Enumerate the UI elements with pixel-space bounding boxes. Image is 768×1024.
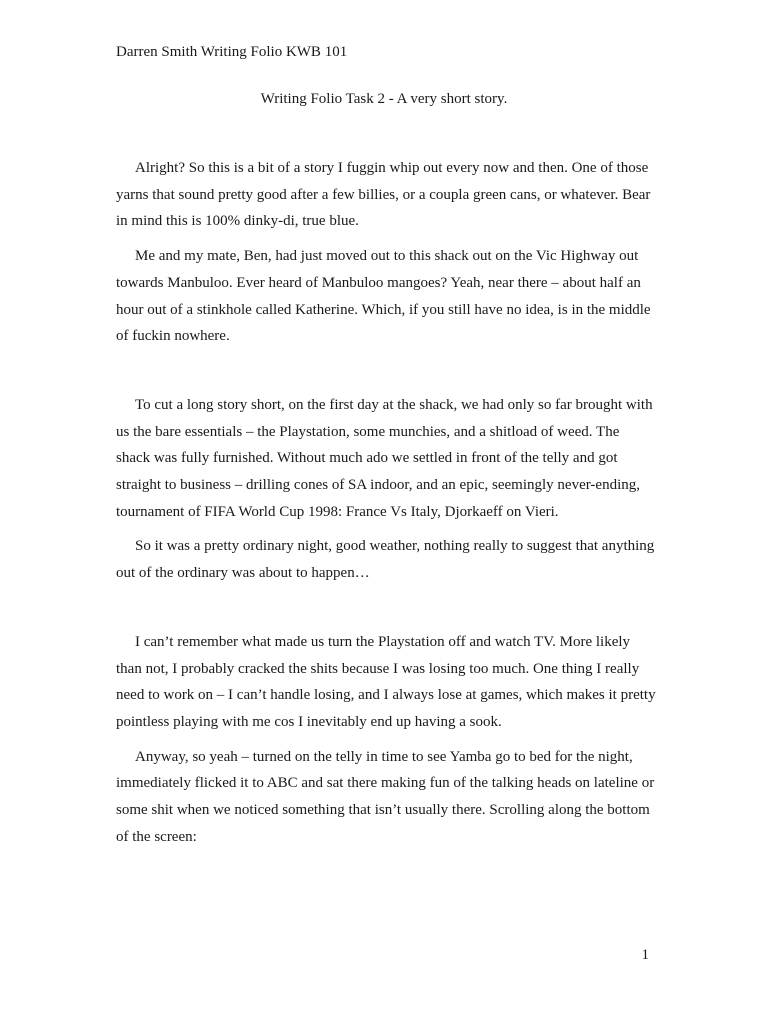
story-body <box>116 155 656 850</box>
document-title: Writing Folio Task 2 - A very short story. <box>260 91 508 107</box>
page-number: 1 <box>641 947 649 963</box>
paragraph: Me and my mate, Ben, had just moved out to this shack out on the Vic Highway out towards Manbuloo. Ever heard of Manbuloo mangoes? Yeah, near there – about half an hour out of a stinkhole called Katherine. Which, if you still have no idea, is in the middle of fuckin nowhere. <box>116 248 651 345</box>
paragraph: Alright? So this is a bit of a story I fuggin whip out every now and then. One of those yarns that sound pretty good after a few billies, or a coupla green cans, or whatever. Bear in mind this is 100% dinky-di, true blue. <box>116 160 651 230</box>
paragraph: Anyway, so yeah – turned on the telly in time to see Yamba go to bed for the night, immediately flicked it to ABC and sat there making fun of the talking heads on lateline or some shit when we noticed something that isn’t usually there. Scrolling along the bottom of the screen: <box>116 748 655 845</box>
document-header: Darren Smith Writing Folio KWB 101 <box>116 44 348 60</box>
paragraph: So it was a pretty ordinary night, good weather, nothing really to suggest that anything out of the ordinary was about to happen… <box>116 538 655 582</box>
paragraph: I can’t remember what made us turn the Playstation off and watch TV. More likely than not, I probably cracked the shits because I was losing too much. One thing I really need to work on – I can’t handle losing, and I always lose at games, which makes it pretty pointless playing with me cos I inevitably end up having a sook. <box>116 633 656 730</box>
paragraph: To cut a long story short, on the first day at the shack, we had only so far brought with us the bare essentials – the Playstation, some munchies, and a shitload of weed. The shack was fully furnished. Without much ado we settled in front of the telly and got straight to business – drilling cones of SA indoor, and an epic, seemingly never-ending, tournament of FIFA World Cup 1998: France Vs Italy, Djorkaeff on Vieri. <box>116 396 653 520</box>
